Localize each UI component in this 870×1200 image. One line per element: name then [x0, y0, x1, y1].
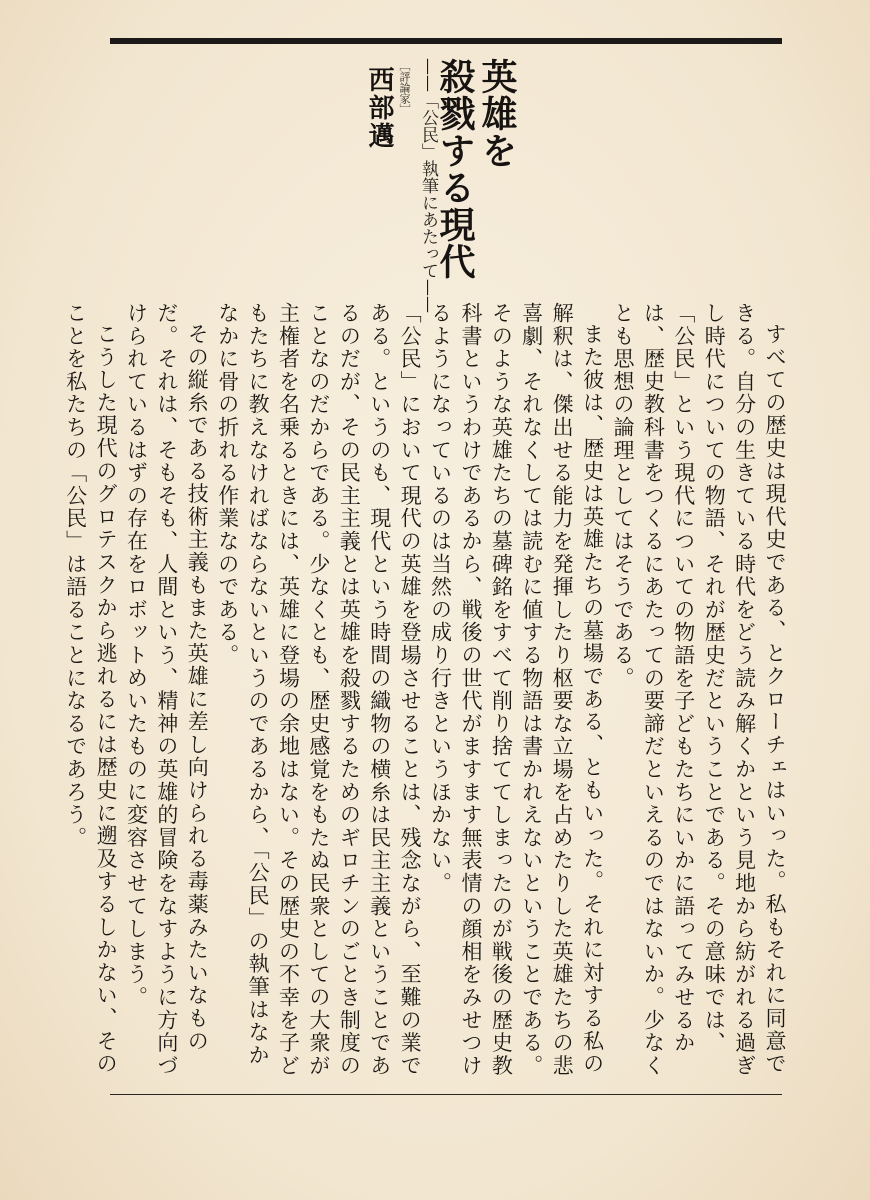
title-line-1: 英雄を: [476, 58, 518, 169]
paragraph: また彼は、歴史は英雄たちの墓場である、ともいった。それに対する私の解釈は、傑出せる能力を発揮したり枢要な立場を占めたりした英雄たちの悲喜劇、それなくしては読むに値する物語は書かれえないということである。そのような英雄たちの墓碑銘をすべて削り捨ててしまったのが戦後の歴史教科書というわけであるから、戦後の世代がますます無表情の顔相をみせつけるようになっているのは当然の成り行きというほかない。: [428, 302, 605, 1078]
title-line-2: 殺戮する現代: [434, 58, 476, 280]
top-rule: [110, 38, 782, 44]
paragraph: すべての歴史は現代史である、とクローチェはいった。私もそれに同意できる。自分の生きている時代をどう読み解くかという見地から紡がれる過ぎし時代についての物語、それが歴史だということである。その意味では、「公民」という現代についての物語を子どもたちにいかに語ってみせるかは、歴史教科書をつくるにあたっての要諦だといえるのではないか。少なくとも思想の論理としてはそうである。: [610, 302, 787, 1078]
author-name: 西部邁: [364, 66, 394, 150]
paragraph: その縦糸である技術主義もまた英雄に差し向けられる毒薬みたいなものだ。それは、そもそも、人間という、精神の英雄的冒険をなすように方向づけられているはずの存在をロボットめいたものに変容させてしまう。: [124, 302, 210, 1078]
paragraph: 「公民」において現代の英雄を登場させることは、残念ながら、至難の業である。というのも、現代という時間の織物の横糸は民主主義ということであるのだが、その民主主義とは英雄を殺戮するためのギロチンのごとき制度のことなのだからである。少なくとも、歴史感覚をもたぬ民衆としての大衆が主権者を名乗るときには、英雄に登場の余地はない。その歴史の不幸を子どもたちに教えなければならないというのであるから、「公民」の執筆はなかなかに骨の折れる作業なのである。: [215, 302, 423, 1078]
article-body: [63, 302, 790, 1082]
bottom-rule: [110, 1094, 782, 1095]
article-subtitle: ——「公民」執筆にあたって——: [418, 58, 438, 313]
article-title: [434, 58, 518, 338]
author-role: ［評論家］: [398, 60, 411, 115]
paragraph: こうした現代のグロテスクから逃れるには歴史に遡及するしかない、そのことを私たちの「公民」は語ることになるであろう。: [63, 302, 119, 1076]
